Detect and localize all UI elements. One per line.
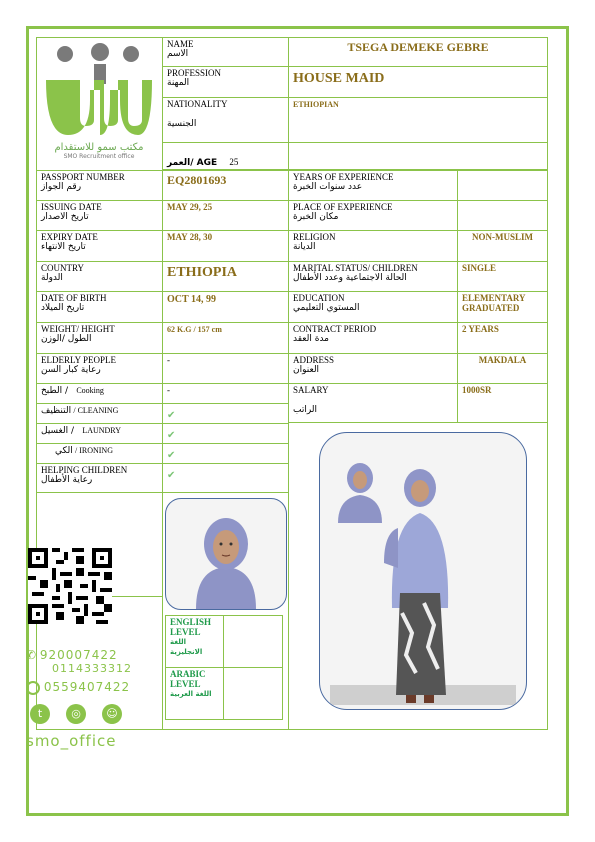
contract-label: CONTRACT PERIOD [293, 324, 377, 334]
nationality-label-cell [162, 97, 289, 143]
weight-value: 62 K.G / 157 cm [167, 325, 222, 334]
skill-cleaning-label-cell [36, 403, 163, 424]
contract-value-cell [457, 322, 548, 354]
religion-value-cell [457, 230, 548, 262]
profession-value-cell [288, 66, 548, 98]
weight-label-cell [36, 322, 163, 354]
dob-value-cell [162, 291, 289, 323]
education-label-ar: المستوي التعليمي [293, 303, 360, 313]
skill-cleaning-label: / CLEANING [73, 406, 119, 415]
marital-label: MARITAL STATUS/ CHILDREN [293, 263, 418, 273]
nationality-label-ar: الجنسية [167, 119, 197, 129]
place-label-ar: مكان الخبرة [293, 212, 339, 222]
arabic-level-label: ARABIC LEVEL [170, 669, 206, 689]
place-label-cell [288, 200, 458, 231]
weight-value-cell [162, 322, 289, 354]
country-value-cell [162, 261, 289, 292]
salary-value-cell [457, 383, 548, 423]
contact-whatsapp[interactable] [26, 680, 160, 696]
expiry-label: EXPIRY DATE [41, 232, 98, 242]
skill-cooking-label-ar: الطبخ / [41, 386, 69, 396]
skill-cooking-label-cell [36, 383, 163, 404]
social-handle[interactable]: smo_office [26, 732, 117, 750]
marital-label-ar: الحالة الاجتماعية وعدد الأطفال [293, 273, 407, 283]
skill-children-label: HELPING CHILDREN [41, 465, 128, 475]
passport-label-ar: رقم الجواز [41, 182, 82, 192]
social-icons [30, 704, 130, 728]
snapchat-icon[interactable]: ☺ [102, 704, 122, 724]
country-label: COUNTRY [41, 263, 85, 273]
contract-value: 2 YEARS [462, 324, 499, 334]
religion-label-ar: الديانة [293, 242, 316, 252]
profession-value: HOUSE MAID [293, 71, 385, 86]
nationality-label: NATIONALITY [167, 99, 228, 109]
skill-cleaning-check-icon: ✔ [167, 410, 176, 421]
office-name-en: SMO Recruitment office [63, 153, 135, 160]
english-level-label-cell [165, 615, 224, 668]
name-label-cell [162, 37, 289, 67]
address-label-cell [288, 353, 458, 384]
skill-laundry-label: LAUNDRY [82, 426, 121, 435]
name-value-cell [288, 37, 548, 67]
weight-label-ar: الطول /الوزن [41, 334, 92, 344]
address-label-ar: العنوان [293, 365, 320, 375]
expiry-label-cell [36, 230, 163, 262]
skill-elderly-label-ar: رعاية كبار السن [41, 365, 101, 375]
skill-ironing-check-icon: ✔ [167, 450, 176, 461]
nationality-value: ETHIOPIAN [293, 100, 339, 109]
experience-value-cell [457, 170, 548, 201]
issuing-label-cell [36, 200, 163, 231]
education-label: EDUCATION [293, 293, 345, 303]
whatsapp-icon [26, 681, 40, 695]
column-divider-mid [288, 423, 289, 730]
contract-label-ar: مدة العقد [293, 334, 329, 344]
experience-label: YEARS OF EXPERIENCE [293, 172, 394, 182]
education-value: ELEMENTARY GRADUATED [462, 293, 526, 313]
skill-children-label-ar: رعاية الأطفال [41, 475, 93, 485]
skill-cleaning-value-cell [162, 403, 289, 424]
skill-children-label-cell [36, 463, 163, 493]
dob-label: DATE OF BIRTH [41, 293, 107, 303]
english-level-label-ar: اللغة الانجليزية [170, 638, 203, 656]
education-value-cell [457, 291, 548, 323]
name-label: NAME [167, 39, 194, 49]
salary-value: 1000SR [462, 385, 492, 395]
skill-laundry-label-ar: الغسيل / [41, 426, 75, 436]
salary-label-cell [288, 383, 458, 423]
skill-cleaning-label-ar: التنظيف [41, 406, 72, 416]
issuing-label: ISSUING DATE [41, 202, 102, 212]
arabic-level-label-ar: اللغة العربية [170, 690, 212, 698]
arabic-level-value-cell [223, 667, 283, 720]
issuing-label-ar: تاريخ الاصدار [41, 212, 89, 222]
skill-ironing-label-cell [36, 443, 163, 464]
skill-elderly-label: ELDERLY PEOPLE [41, 355, 117, 365]
skill-laundry-value-cell [162, 423, 289, 444]
expiry-value: MAY 28, 30 [167, 232, 213, 242]
age-blank-cell [288, 142, 548, 170]
country-label-cell [36, 261, 163, 292]
marital-label-cell [288, 261, 458, 292]
contract-label-cell [288, 322, 458, 354]
place-value-cell [457, 200, 548, 231]
office-logo [38, 40, 160, 168]
skill-ironing-value-cell [162, 443, 289, 464]
dob-label-cell [36, 291, 163, 323]
salary-label-ar: الراتب [293, 405, 318, 415]
twitter-icon[interactable]: t [30, 704, 50, 724]
religion-label-cell [288, 230, 458, 262]
office-name-ar: مكتب سمو للاستقدام [54, 142, 144, 153]
passport-label: PASSPORT NUMBER [41, 172, 125, 182]
expiry-value-cell [162, 230, 289, 262]
profession-label: PROFESSION [167, 68, 222, 78]
passport-label-cell [36, 170, 163, 201]
experience-label-ar: عدد سنوات الخبرة [293, 182, 363, 192]
weight-label: WEIGHT/ HEIGHT [41, 324, 115, 334]
dob-value: OCT 14, 99 [167, 294, 216, 305]
phone-icon: ✆ [26, 648, 37, 662]
country-label-ar: الدولة [41, 273, 63, 283]
education-label-cell [288, 291, 458, 323]
skill-elderly-value-cell [162, 353, 289, 384]
skill-cooking-value: - [167, 385, 170, 395]
english-level-value-cell [223, 615, 283, 668]
age-value: 25 [229, 157, 239, 167]
expiry-label-ar: تاريخ الانتهاء [41, 242, 86, 252]
salary-label: SALARY [293, 385, 329, 395]
skill-elderly-label-cell [36, 353, 163, 384]
issuing-value: MAY 29, 25 [167, 202, 213, 212]
country-value: ETHIOPIA [167, 265, 238, 280]
english-level-label: ENGLISH LEVEL [170, 617, 212, 637]
portrait-photo-small [165, 498, 287, 610]
address-label: ADDRESS [293, 355, 335, 365]
skill-laundry-check-icon: ✔ [167, 430, 176, 441]
phone1-text: 920007422 [39, 648, 118, 662]
religion-value: NON-MUSLIM [472, 232, 533, 242]
age-label: العمر/ AGE [167, 158, 218, 168]
column-divider-left [162, 493, 163, 730]
passport-value-cell [162, 170, 289, 201]
dob-label-ar: تاريخ الميلاد [41, 303, 85, 313]
address-value-cell [457, 353, 548, 384]
name-label-ar: الاسم [167, 49, 189, 59]
nationality-value-cell [288, 97, 548, 143]
experience-label-cell [288, 170, 458, 201]
phone2-text: 0114333312 [52, 662, 132, 675]
qr-code[interactable] [28, 548, 112, 624]
contact-phone-2[interactable] [52, 662, 160, 676]
skill-children-check-icon: ✔ [167, 470, 176, 481]
skill-ironing-label-ar: الكي [55, 446, 73, 456]
worker-name: TSEGA DEMEKE GEBRE [347, 40, 489, 54]
instagram-icon[interactable]: ◎ [66, 704, 86, 724]
skill-ironing-label: / IRONING [74, 446, 113, 455]
religion-label: RELIGION [293, 232, 336, 242]
address-value: MAKDALA [478, 355, 527, 365]
skill-elderly-value: - [167, 355, 170, 365]
profession-label-ar: المهنة [167, 78, 190, 88]
skill-cooking-label: Cooking [76, 386, 104, 395]
passport-value: EQ2801693 [167, 173, 227, 187]
marital-value-cell [457, 261, 548, 292]
profession-label-cell [162, 66, 289, 98]
whatsapp-text: 0559407422 [43, 680, 131, 694]
skill-children-value-cell [162, 463, 289, 493]
age-cell [162, 142, 289, 170]
skill-cooking-value-cell [162, 383, 289, 404]
place-label: PLACE OF EXPERIENCE [293, 202, 393, 212]
issuing-value-cell [162, 200, 289, 231]
arabic-level-label-cell [165, 667, 224, 720]
skill-laundry-label-cell [36, 423, 163, 444]
marital-value: SINGLE [462, 263, 497, 273]
full-body-photo [319, 432, 527, 710]
